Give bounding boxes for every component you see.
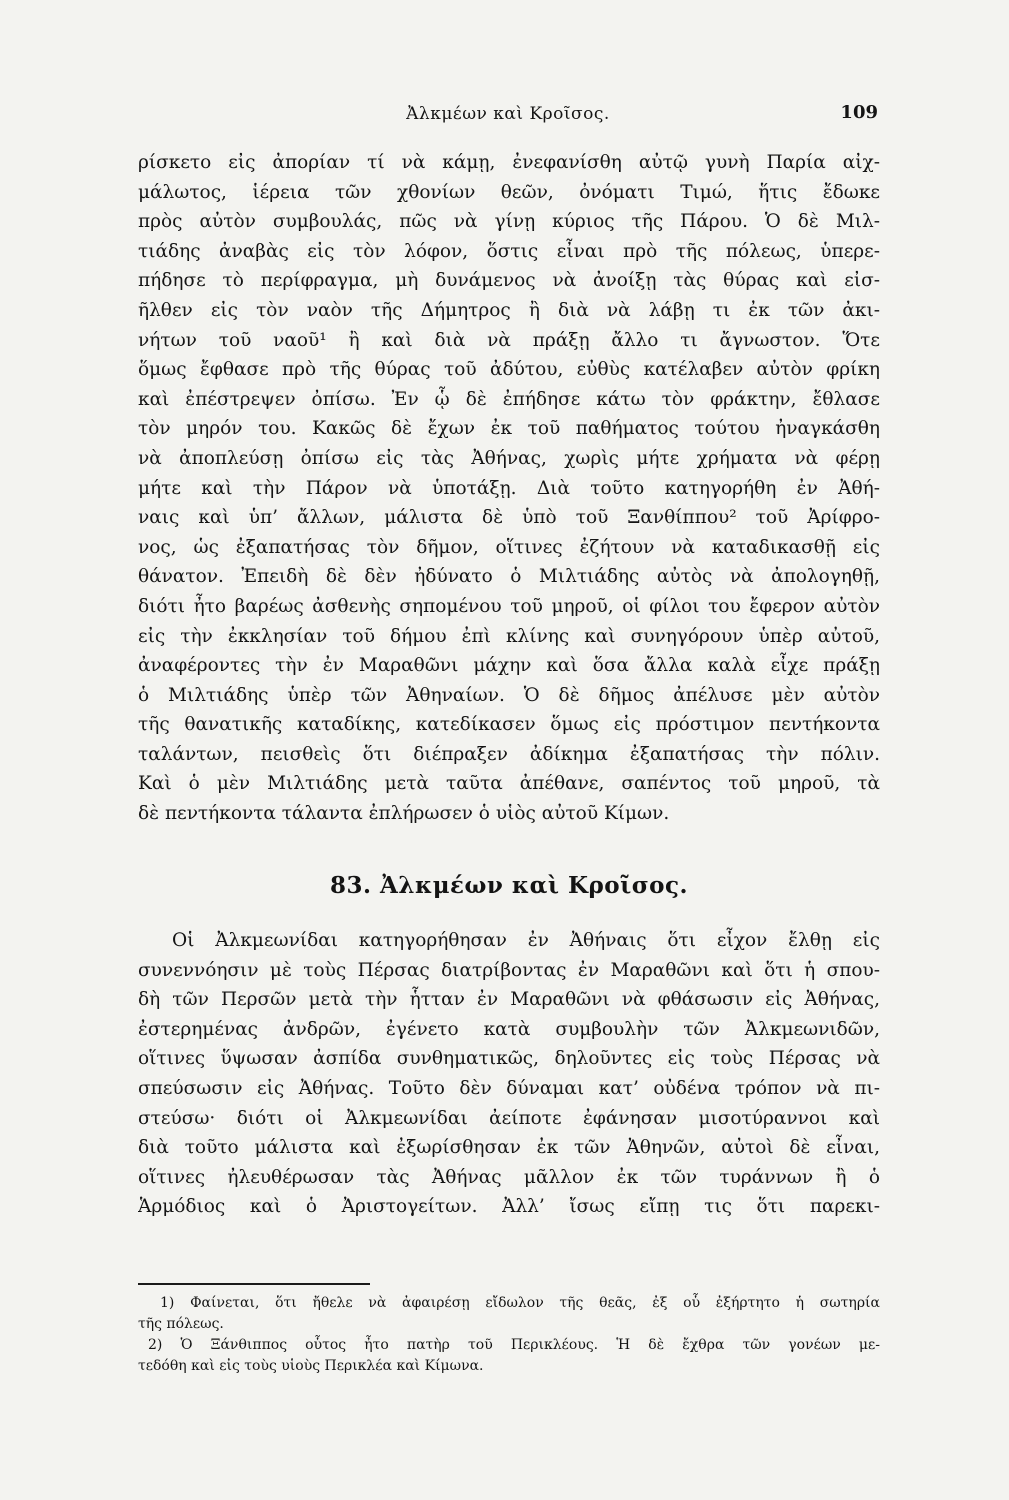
footnote-2-line: 2) Ὁ Ξάνθιππος οὗτος ἦτο πατὴρ τοῦ Περικλέους. Ἡ δὲ ἔχθρα τῶν γονέων με- — [148, 1337, 880, 1353]
text-line: ναις καὶ ὑπ’ ἄλλων, μάλιστα δὲ ὑπὸ τοῦ Ξανθίππου² τοῦ Ἀρίφρο- — [138, 507, 880, 529]
text-line: ἐστερημένας ἀνδρῶν, ἐγένετο κατὰ συμβουλὴν τῶν Ἀλκμεωνιδῶν, — [138, 1018, 880, 1040]
footnotes — [138, 1293, 880, 1377]
text-line: ὅμως ἔφθασε πρὸ τῆς θύρας τοῦ ἀδύτου, εὐθὺς κατέλαβεν αὐτὸν φρίκη — [138, 359, 880, 381]
text-line: καὶ ἐπέστρεψεν ὀπίσω. Ἐν ᾧ δὲ ἐπήδησε κάτω τὸν φράκτην, ἔθλασε — [138, 388, 880, 410]
text-line: Καὶ ὁ μὲν Μιλτιάδης μετὰ ταῦτα ἀπέθανε, σαπέντος τοῦ μηροῦ, τὰ — [138, 773, 880, 795]
text-line: οἵτινες ἠλευθέρωσαν τὰς Ἀθήνας μᾶλλον ἐκ τῶν τυράννων ἢ ὁ — [138, 1166, 880, 1188]
section-title: 83. Ἀλκμέων καὶ Κροῖσος. — [329, 872, 689, 899]
footnote-2-line: τεδόθη καὶ εἰς τοὺς υἱοὺς Περικλέα καὶ Κίμωνα. — [138, 1358, 484, 1374]
text-line: νος, ὡς ἐξαπατήσας τὸν δῆμον, οἵτινες ἐζήτουν νὰ καταδικασθῇ εἰς — [138, 536, 880, 558]
text-line: σπεύσωσιν εἰς Ἀθήνας. Τοῦτο δὲν δύναμαι κατ’ οὐδένα τρόπον νὰ πι- — [138, 1077, 880, 1099]
text-line: ἀναφέροντες τὴν ἐν Μαραθῶνι μάχην καὶ ὅσα ἄλλα καλὰ εἶχε πράξῃ — [138, 655, 880, 677]
text-line: μήτε καὶ τὴν Πάρον νὰ ὑποτάξῃ. Διὰ τοῦτο κατηγορήθη ἐν Ἀθή- — [138, 477, 880, 499]
footnote-1-line: τῆς πόλεως. — [138, 1316, 224, 1332]
text-line: θάνατον. Ἐπειδὴ δὲ δὲν ἠδύνατο ὁ Μιλτιάδης αὐτὸς νὰ ἀπολογηθῇ, — [138, 566, 880, 588]
text-line: εἰς τὴν ἐκκλησίαν τοῦ δήμου ἐπὶ κλίνης καὶ συνηγόρουν ὑπὲρ αὐτοῦ, — [138, 625, 880, 647]
text-line: τιάδης ἀναβὰς εἰς τὸν λόφον, ὅστις εἶναι πρὸ τῆς πόλεως, ὑπερε- — [138, 240, 880, 262]
text-line: ταλάντων, πεισθεὶς ὅτι διέπραξεν ἀδίκημα ἐξαπατήσας τὴν πόλιν. — [138, 743, 880, 765]
text-line: Οἱ Ἀλκμεωνίδαι κατηγορήθησαν ἐν Ἀθήναις ὅτι εἶχον ἔλθῃ εἰς — [172, 930, 880, 951]
text-line: πήδησε τὸ περίφραγμα, μὴ δυνάμενος νὰ ἀνοίξῃ τὰς θύρας καὶ εἰσ- — [138, 270, 880, 292]
text-line: ρίσκετο εἰς ἀπορίαν τί νὰ κάμῃ, ἐνεφανίσθη αὐτῷ γυνὴ Παρία αἰχ- — [138, 152, 880, 173]
text-line: ῆλθεν εἰς τὸν ναὸν τῆς Δήμητρος ἢ διὰ νὰ λάβῃ τι ἐκ τῶν ἀκι- — [138, 299, 880, 321]
running-head: Ἀλκμέων καὶ Κροῖσος. — [406, 104, 610, 124]
text-line: Ἁρμόδιος καὶ ὁ Ἀριστογείτων. Ἀλλ’ ἴσως εἴπῃ τις ὅτι παρεκι- — [138, 1196, 880, 1218]
footnote-1-line: 1) Φαίνεται, ὅτι ἤθελε νὰ ἀφαιρέσῃ εἴδωλον τῆς θεᾶς, ἐξ οὗ ἐξήρτητο ἡ σωτηρία — [160, 1295, 880, 1311]
text-line: νὰ ἀποπλεύσῃ ὀπίσω εἰς τὰς Ἀθήνας, χωρὶς μήτε χρήματα νὰ φέρῃ — [138, 447, 880, 469]
text-line: διότι ἦτο βαρέως ἀσθενὴς σηπομένου τοῦ μηροῦ, οἱ φίλοι του ἔφερον αὐτὸν — [138, 595, 880, 617]
text-line: δὲ πεντήκοντα τάλαντα ἐπλήρωσεν ὁ υἱὸς αὐτοῦ Κίμων. — [138, 803, 670, 825]
text-line: πρὸς αὐτὸν συμβουλάς, πῶς νὰ γίνῃ κύριος τῆς Πάρου. Ὁ δὲ Μιλ- — [138, 211, 880, 233]
text-line: μάλωτος, ἱέρεια τῶν χθονίων θεῶν, ὀνόματι Τιμώ, ἥτις ἔδωκε — [138, 181, 880, 203]
section-2-body — [138, 926, 880, 1222]
text-line: δὴ τῶν Περσῶν μετὰ τὴν ἧτταν ἐν Μαραθῶνι νὰ φθάσωσιν εἰς Ἀθήνας, — [138, 989, 880, 1011]
page-number: 109 — [840, 102, 878, 123]
text-line: οἵτινες ὕψωσαν ἀσπίδα συνθηματικῶς, δηλοῦντες εἰς τοὺς Πέρσας νὰ — [138, 1048, 880, 1070]
text-line: διὰ τοῦτο μάλιστα καὶ ἐξωρίσθησαν ἐκ τῶν Ἀθηνῶν, αὐτοὶ δὲ εἶναι, — [138, 1137, 880, 1159]
footnote-rule — [138, 1283, 370, 1285]
text-line: νήτων τοῦ ναοῦ¹ ἢ καὶ διὰ νὰ πράξῃ ἄλλο τι ἄγνωστον. Ὅτε — [138, 329, 880, 351]
text-line: συνεννόησιν μὲ τοὺς Πέρσας διατρίβοντας ἐν Μαραθῶνι καὶ ὅτι ἡ σπου- — [138, 959, 880, 981]
text-line: ὁ Μιλτιάδης ὑπὲρ τῶν Ἀθηναίων. Ὁ δὲ δῆμος ἀπέλυσε μὲν αὐτὸν — [138, 684, 880, 706]
text-line: στεύσω· διότι οἱ Ἀλκμεωνίδαι ἀείποτε ἐφάνησαν μισοτύραννοι καὶ — [138, 1107, 880, 1129]
text-line: τὸν μηρόν του. Κακῶς δὲ ἔχων ἐκ τοῦ παθήματος τούτου ἠναγκάσθη — [138, 418, 880, 440]
section-1-body — [138, 148, 880, 829]
page-header — [138, 102, 878, 132]
text-line: τῆς θανατικῆς καταδίκης, κατεδίκασεν ὅμως εἰς πρόστιμον πεντήκοντα — [138, 714, 880, 736]
